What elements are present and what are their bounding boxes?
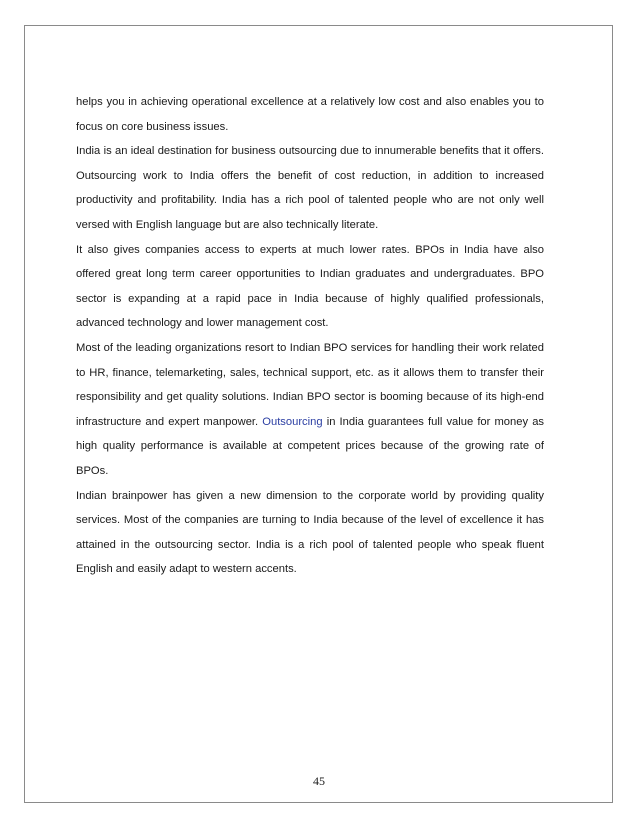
paragraph — [76, 484, 544, 582]
paragraph-text: It also gives companies access to experts at much lower rates. BPOs in India have also offered great long term career opportunities to Indian graduates and undergraduates. BPO sector is expanding at a rapid pace in India because of highly qualified professionals, advanced technology and lower management cost. — [76, 243, 544, 330]
paragraph — [76, 139, 544, 237]
paragraph-text: Most of the leading organizations resort to Indian BPO services for handling their work related to HR, finance, telemarketing, sales, technical support, etc. as it allows them to transfer their responsibility and get quality solutions. Indian BPO sector is booming because of its high-end infrastructure and expert manpower. — [76, 341, 544, 428]
paragraph-text: India is an ideal destination for business outsourcing due to innumerable benefits that it offers. Outsourcing work to India offers the benefit of cost reduction, in addition to increased productivity and profitability. India has a rich pool of talented people who are not only well versed with English language but are also technically literate. — [76, 145, 544, 231]
outsourcing-link[interactable]: Outsourcing — [262, 415, 323, 428]
paragraph-text: in India guarantees full value for money as high quality performance is available at competent prices because of the growing rate of BPOs. — [76, 415, 545, 477]
paragraph-text: helps you in achieving operational excellence at a relatively low cost and also enables you to focus on core business issues. — [76, 96, 544, 133]
paragraph — [76, 90, 544, 139]
paragraph — [76, 238, 544, 336]
page-number: 45 — [313, 774, 325, 788]
paragraph — [76, 336, 544, 484]
document-body — [76, 90, 544, 582]
paragraph-text: Indian brainpower has given a new dimension to the corporate world by providing quality services. Most of the companies are turning to India because of the level of excellence it has attained in the outsourcing sector. India is a rich pool of talented people who speak fluent English and easily adapt to western accents. — [76, 489, 544, 576]
